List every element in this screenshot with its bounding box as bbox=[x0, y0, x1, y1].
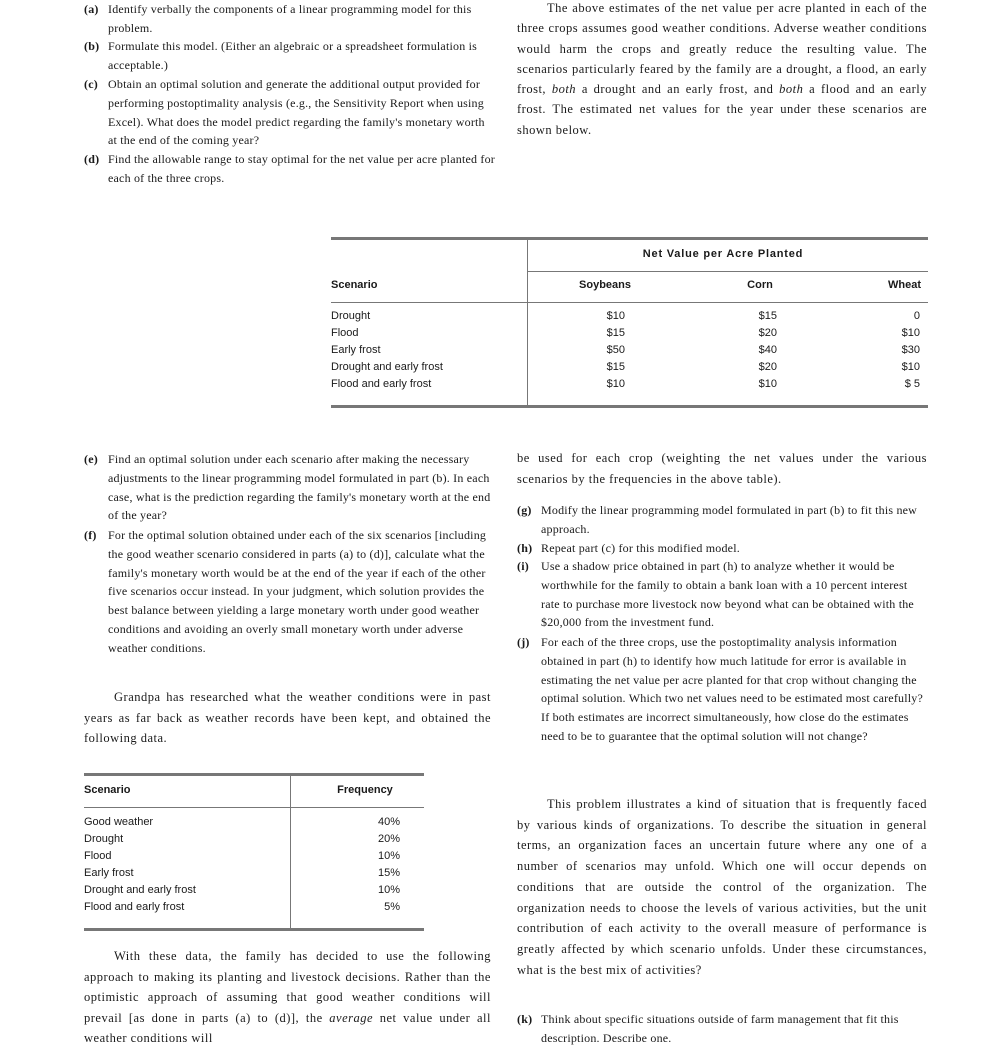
item-text: Find the allowable range to stay optimal for the net value per acre planted for each of the three crops. bbox=[108, 152, 495, 185]
item-c bbox=[84, 75, 496, 150]
frequency-header: Frequency bbox=[337, 784, 393, 796]
row-corn: $40 bbox=[758, 344, 777, 356]
item-g bbox=[517, 501, 929, 539]
item-k bbox=[517, 1010, 929, 1048]
text-run: This problem illustrates a kind of situation that is frequently faced by various kinds of organizations. To describe the situation in general terms, an organization faces an uncertain future where any one of a number of scenarios may unfold. Which one will occur depends on conditions that are outside the control of the organization. The organization needs to choose the levels of various activities, but the unit contribution of each activity to the overall measure of performance is greatly affected by which scenario unfolds. Under these circumstances, what is the best mix of activities? bbox=[517, 797, 927, 977]
emphasis: both bbox=[779, 82, 804, 97]
col-corn: Corn bbox=[747, 279, 773, 291]
item-i bbox=[517, 557, 929, 632]
item-text: Modify the linear programming model formulated in part (b) to fit this new approach. bbox=[541, 503, 918, 536]
text-run: be used for each crop (weighting the net values under the various scenarios by the frequencies in the above table). bbox=[517, 451, 927, 486]
row-corn: $10 bbox=[758, 378, 777, 390]
row-frequency: 10% bbox=[377, 884, 400, 896]
row-corn: $15 bbox=[758, 310, 777, 322]
item-text: For each of the three crops, use the postoptimality analysis information obtained in part (h) to identify how much latitude for error is available in estimating the net value per acre planted for that crop without changing the optimal solution. Which two net values need to be estimated most carefully? If both estimates are incorrect simultaneously, how close do the estimates need to be to guarantee that the optimal solution will not change? bbox=[541, 635, 924, 743]
weather-paragraph bbox=[517, 0, 927, 140]
item-f bbox=[84, 526, 494, 658]
row-wheat: $30 bbox=[901, 344, 920, 356]
row-frequency: 40% bbox=[377, 816, 400, 828]
net-value-table bbox=[331, 237, 928, 409]
continuation-paragraph bbox=[517, 448, 927, 489]
item-label: (f) bbox=[84, 528, 97, 542]
item-text: Obtain an optimal solution and generate the additional output provided for performing postoptimality analysis (e.g., the Sensitivity Report when using Excel). What does the model predict regarding the family's monetary worth at the end of the coming year? bbox=[108, 77, 485, 148]
item-text: Repeat part (c) for this modified model. bbox=[541, 541, 740, 555]
row-soybeans: $10 bbox=[606, 378, 625, 390]
grandpa-paragraph bbox=[84, 687, 491, 749]
item-label: (h) bbox=[517, 541, 533, 555]
emphasis: both bbox=[551, 82, 577, 97]
item-d bbox=[84, 150, 496, 188]
item-b bbox=[84, 37, 496, 75]
item-text: Formulate this model. (Either an algebraic or a spreadsheet formulation is acceptable.) bbox=[108, 39, 478, 72]
item-text: For the optimal solution obtained under each of the six scenarios [including the good weather scenario considered in parts (a) to (d)], calculate what the family's monetary worth would be at the end of the year if each of the other five scenarios occur instead. In your judgment, which solution provides the best balance between yielding a large monetary worth under good weather conditions and avoiding an overly small monetary worth under adverse weather conditions. bbox=[108, 528, 487, 655]
row-soybeans: $50 bbox=[606, 344, 625, 356]
row-frequency: 5% bbox=[384, 901, 400, 913]
item-text: Find an optimal solution under each scenario after making the necessary adjustments to the linear programming model formulated in part (b). In each case, what is the prediction regarding the family's monetary worth at the end of the year? bbox=[108, 452, 491, 523]
super-header: Net Value per Acre Planted bbox=[642, 248, 804, 260]
row-scenario: Flood and early frost bbox=[84, 901, 185, 913]
row-frequency: 15% bbox=[377, 867, 400, 879]
text-run: net value under all weather conditions will bbox=[84, 1010, 491, 1045]
frequency-table bbox=[84, 773, 424, 931]
item-j bbox=[517, 633, 929, 746]
item-a bbox=[84, 0, 496, 38]
row-wheat: $10 bbox=[901, 361, 920, 373]
illustrates-paragraph bbox=[517, 794, 927, 980]
text-run: a drought and an early frost, and bbox=[576, 82, 780, 97]
text-run: Grandpa has researched what the weather conditions were in past years as far back as weather records have been kept, and obtained the following data. bbox=[84, 690, 491, 745]
row-scenario: Drought bbox=[331, 310, 371, 322]
approach-paragraph bbox=[84, 946, 491, 1049]
row-scenario: Flood bbox=[331, 327, 359, 339]
row-soybeans: $10 bbox=[606, 310, 625, 322]
item-label: (b) bbox=[84, 39, 100, 53]
row-wheat: $ 5 bbox=[904, 378, 920, 390]
item-label: (e) bbox=[84, 452, 98, 466]
row-scenario: Flood bbox=[84, 850, 112, 862]
text-run: With these data, the family has decided to use the following approach to making its planting and livestock decisions. Rather than the optimistic approach of assuming that good weather conditions will prevail [as done in parts (a) to (d)], the bbox=[84, 949, 491, 1025]
row-corn: $20 bbox=[758, 327, 777, 339]
item-label: (d) bbox=[84, 152, 100, 166]
item-h bbox=[517, 539, 929, 558]
row-scenario: Good weather bbox=[84, 816, 154, 828]
row-frequency: 20% bbox=[377, 833, 400, 845]
row-scenario: Flood and early frost bbox=[331, 378, 432, 390]
text-run: The above estimates of the net value per acre planted in each of the three crops assumes good weather conditions. Adverse weather conditions would harm the crops and greatly reduce the resulting value. The scenarios particularly feared by the family are a drought, a flood, an early frost, bbox=[517, 1, 927, 97]
col-wheat: Wheat bbox=[888, 279, 921, 291]
row-frequency: 10% bbox=[377, 850, 400, 862]
row-scenario: Drought bbox=[84, 833, 124, 845]
emphasis: average bbox=[329, 1010, 374, 1025]
item-label: (j) bbox=[517, 635, 530, 649]
row-wheat: 0 bbox=[913, 310, 920, 322]
item-label: (i) bbox=[517, 559, 529, 573]
item-label: (k) bbox=[517, 1012, 533, 1026]
scenario-header: Scenario bbox=[331, 279, 378, 291]
item-text: Think about specific situations outside of farm management that fit this description. Describe one. bbox=[541, 1012, 899, 1045]
row-corn: $20 bbox=[758, 361, 777, 373]
item-label: (a) bbox=[84, 2, 99, 16]
item-text: Identify verbally the components of a linear programming model for this problem. bbox=[108, 2, 472, 35]
row-scenario: Early frost bbox=[84, 867, 134, 879]
item-e bbox=[84, 450, 494, 525]
item-text: Use a shadow price obtained in part (h) to analyze whether it would be worthwhile for the family to obtain a bank loan with a 10 percent interest rate to purchase more livestock now beyond what can be obtained with the $20,000 from the investment fund. bbox=[541, 559, 914, 630]
row-scenario: Drought and early frost bbox=[331, 361, 443, 373]
row-wheat: $10 bbox=[901, 327, 920, 339]
scenario-header: Scenario bbox=[84, 784, 131, 796]
item-label: (g) bbox=[517, 503, 532, 517]
row-soybeans: $15 bbox=[606, 327, 625, 339]
text-run: a flood and an early frost. The estimated net values for the year under these scenarios are shown below. bbox=[517, 82, 927, 137]
col-soybeans: Soybeans bbox=[579, 279, 631, 291]
row-scenario: Early frost bbox=[331, 344, 381, 356]
row-scenario: Drought and early frost bbox=[84, 884, 196, 896]
row-soybeans: $15 bbox=[606, 361, 625, 373]
item-label: (c) bbox=[84, 77, 98, 91]
